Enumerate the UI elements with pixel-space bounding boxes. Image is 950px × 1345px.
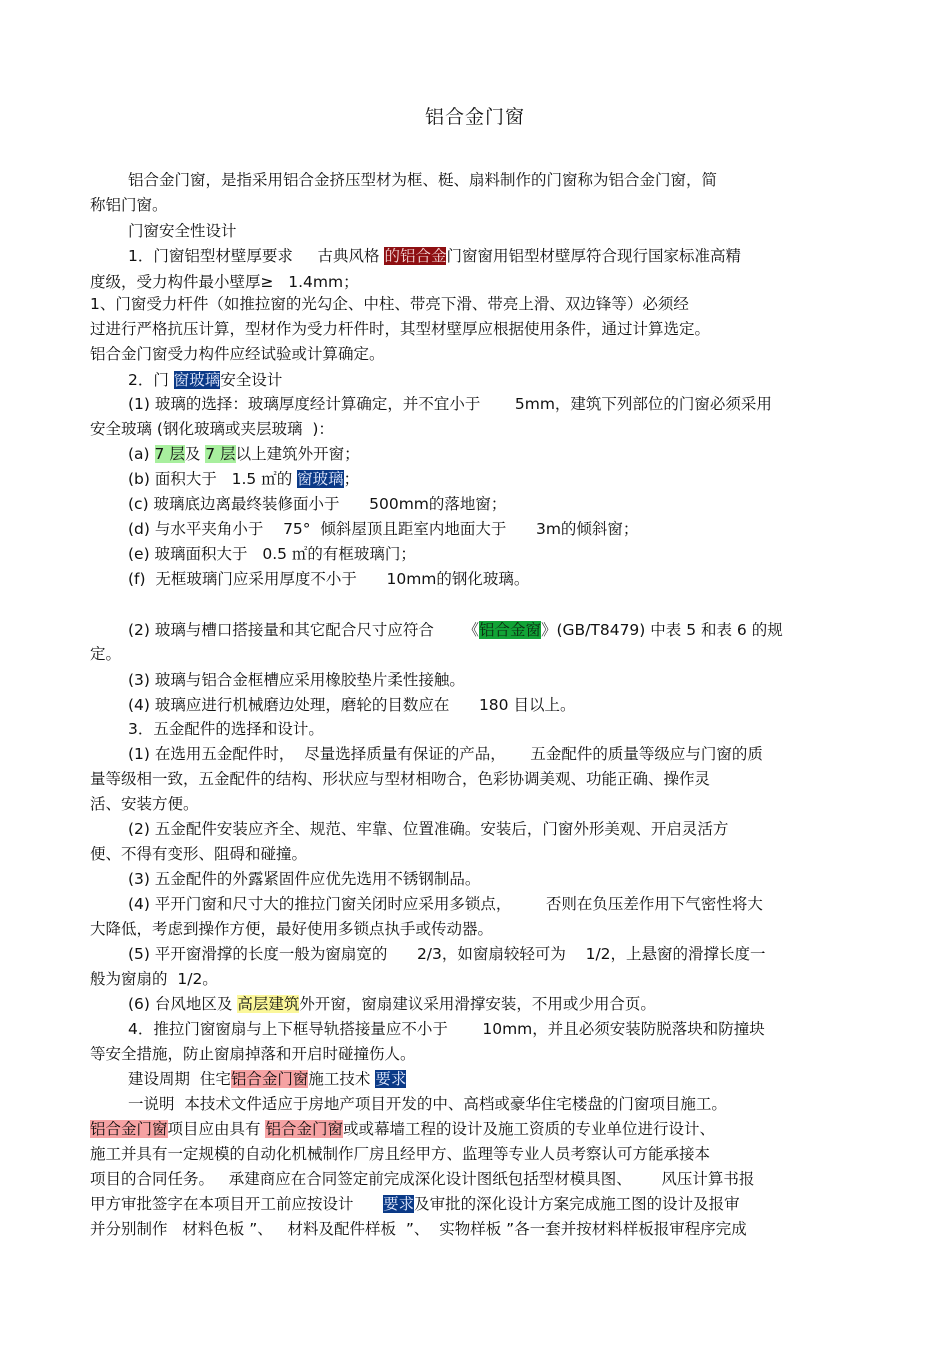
text-line [128, 1069, 406, 1089]
text-segment: 铝合金门窗，是指采用铝合金挤压型材为框、梃、扇料制作的门窗称为铝合金门窗，简 [128, 171, 718, 189]
text-line [90, 794, 199, 814]
text-line [128, 695, 575, 715]
text-segment: 及 [184, 445, 206, 463]
text-line [128, 394, 772, 414]
text-line [128, 994, 656, 1014]
text-segment: (2) 玻璃与槽口搭接量和其它配合尺寸应符合 《 [128, 621, 479, 639]
text-line [128, 944, 766, 964]
highlighted-text: 高层建筑 [237, 995, 300, 1013]
text-segment: (3) 五金配件的外露紧固件应优先选用不锈钢制品。 [128, 870, 481, 888]
text-segment: (4) 平开门窗和尺寸大的推拉门窗关闭时应采用多锁点， 否则在负压差作用下气密性将大 [128, 895, 763, 913]
highlighted-text: 7 层 [205, 445, 236, 463]
text-segment: (c) 玻璃底边离最终装修面小于 500mm的落地窗； [128, 495, 507, 513]
highlighted-text: 窗玻璃 [297, 470, 344, 488]
text-line [128, 246, 741, 266]
text-line [90, 1119, 715, 1139]
text-line [128, 519, 638, 539]
text-line [90, 1194, 740, 1214]
highlighted-text: 7 层 [154, 445, 185, 463]
text-segment: 外开窗，窗扇建议采用滑撑安装，不用或少用合页。 [299, 995, 656, 1013]
text-segment: 1、门窗受力杆件（如推拉窗的光勾企、中柱、带亮下滑、带亮上滑、双边锋等）必须经 [90, 295, 689, 313]
text-line [90, 644, 121, 664]
text-segment: (e) 玻璃面积大于 0.5 ㎡的有框玻璃门； [128, 545, 416, 563]
text-segment: 活、安装方便。 [90, 795, 199, 813]
text-line [128, 494, 506, 514]
text-segment: 1．门窗铝型材壁厚要求 古典风格 [128, 247, 385, 265]
text-line [90, 272, 359, 292]
text-segment: (f) 无框玻璃门应采用厚度不小于 10mm的钢化玻璃。 [128, 570, 530, 588]
text-line [90, 195, 168, 215]
text-segment: 门窗窗用铝型材壁厚符合现行国家标准高精 [446, 247, 741, 265]
text-segment: (6) 台风地区及 [128, 995, 238, 1013]
text-segment: 量等级相一致，五金配件的结构、形状应与型材相吻合，色彩协调美观、功能正确、操作灵 [90, 770, 711, 788]
text-segment: 便、不得有变形、阻碍和碰撞。 [90, 845, 308, 863]
text-segment: 建设周期 住宅 [128, 1070, 231, 1088]
text-line [128, 1019, 765, 1039]
text-segment: 3．五金配件的选择和设计。 [128, 720, 324, 738]
text-line [90, 769, 710, 789]
text-line [128, 221, 237, 241]
text-segment: 一说明 本技术文件适应于房地产项目开发的中、高档或豪华住宅楼盘的门窗项目施工。 [128, 1095, 727, 1113]
text-line [90, 294, 689, 314]
text-segment: (1) 在选用五金配件时， 尽量选择质量有保证的产品， 五金配件的质量等级应与门窗的质 [128, 745, 763, 763]
text-segment: 安全设计 [220, 371, 283, 389]
text-segment: 及审批的深化设计方案完成施工图的设计及报审 [414, 1195, 740, 1213]
text-segment: 或或幕墙工程的设计及施工资质的专业单位进行设计、 [342, 1120, 715, 1138]
text-line [128, 819, 728, 839]
text-segment: (3) 玻璃与铝合金框槽应采用橡胶垫片柔性接触。 [128, 671, 465, 689]
text-line [128, 444, 360, 464]
text-segment: 过进行严格抗压计算，型材作为受力杆件时，其型材壁厚应根据使用条件，通过计算选定。 [90, 320, 711, 338]
text-line [90, 919, 493, 939]
text-line [128, 869, 480, 889]
text-segment: (5) 平开窗滑撑的长度一般为窗扇宽的 2/3，如窗扇较轻可为 1/2，上悬窗的滑撑长度一 [128, 945, 766, 963]
document-title: 铝合金门窗 [424, 106, 525, 128]
highlighted-text: 窗玻璃 [173, 371, 221, 389]
text-line [90, 419, 334, 439]
text-line [128, 569, 529, 589]
text-segment: 4．推拉门窗窗扇与上下框导轨搭接量应不小于 10mm，并且必须安装防脱落块和防撞块 [128, 1020, 765, 1038]
text-line [128, 744, 763, 764]
text-segment: (1) 玻璃的选择：玻璃厚度经计算确定，并不宜小于 5mm，建筑下列部位的门窗必须采用 [128, 395, 772, 413]
text-line [128, 1094, 727, 1114]
text-line [128, 170, 717, 190]
text-segment: (a) [128, 445, 155, 463]
text-line [90, 1044, 416, 1064]
text-segment: 》(GB/T8479) 中表 5 和表 6 的规 [540, 621, 783, 639]
text-line [90, 344, 385, 364]
text-segment: 施工技术 [308, 1070, 376, 1088]
text-segment: 安全玻璃 (钢化玻璃或夹层玻璃 )： [90, 420, 334, 438]
text-segment: 度级，受力构件最小壁厚≥ 1.4mm； [90, 273, 359, 291]
text-segment: 等安全措施，防止窗扇掉落和开启时碰撞伤人。 [90, 1045, 416, 1063]
text-line [90, 1169, 754, 1189]
text-segment: 施工并具有一定规模的自动化机械制作厂房且经甲方、监理等专业人员考察认可方能承接本 [90, 1145, 711, 1163]
text-segment: (2) 五金配件安装应齐全、规范、牢靠、位置准确。安装后，门窗外形美观、开启灵活方 [128, 820, 729, 838]
text-line [128, 544, 416, 564]
text-segment: 大降低，考虑到操作方便，最好使用多锁点执手或传动器。 [90, 920, 494, 938]
text-segment: 般为窗扇的 1/2。 [90, 970, 218, 988]
text-line [128, 670, 465, 690]
text-line [90, 844, 307, 864]
text-segment: 门窗安全性设计 [128, 222, 237, 240]
text-segment: 铝合金门窗受力构件应经试验或计算确定。 [90, 345, 385, 363]
text-line [90, 1144, 710, 1164]
text-segment: 定。 [90, 645, 122, 663]
text-segment: (b) 面积大于 1.5 ㎡的 [128, 470, 298, 488]
text-line [128, 469, 359, 489]
highlighted-text: 的铝合金 [384, 247, 447, 265]
highlighted-text: 铝合金门窗 [265, 1120, 343, 1138]
highlighted-text: 要求 [375, 1070, 407, 1088]
text-line [90, 969, 218, 989]
highlighted-text: 铝合金窗 [478, 621, 541, 639]
text-line [90, 319, 710, 339]
text-line [128, 894, 763, 914]
highlighted-text: 铝合金门窗 [230, 1070, 309, 1088]
text-segment: 2．门 [128, 371, 174, 389]
text-line [90, 1219, 747, 1239]
text-segment: 以上建筑外开窗； [235, 445, 360, 463]
text-segment: 项目的合同任务。 承建商应在合同签定前完成深化设计图纸包括型材模具图、 风压计算书报 [90, 1170, 755, 1188]
text-line [128, 620, 783, 640]
highlighted-text: 要求 [383, 1195, 415, 1213]
text-line [128, 719, 324, 739]
text-segment: (d) 与水平夹角小于 75° 倾斜屋顶且距室内地面大于 3m的倾斜窗； [128, 520, 639, 538]
text-segment: 甲方审批签字在本项目开工前应按设计 [90, 1195, 384, 1213]
text-segment: 称铝门窗。 [90, 196, 168, 214]
text-segment: 项目应由具有 [167, 1120, 266, 1138]
text-segment: 并分别制作 材料色板 ”、 材料及配件样板 ”、 实物样板 ”各一套并按材料样板报审程序完成 [90, 1220, 747, 1238]
highlighted-text: 铝合金门窗 [90, 1120, 168, 1138]
text-segment: (4) 玻璃应进行机械磨边处理，磨轮的目数应在 180 目以上。 [128, 696, 576, 714]
text-line [128, 370, 282, 390]
text-segment: ； [343, 470, 360, 488]
